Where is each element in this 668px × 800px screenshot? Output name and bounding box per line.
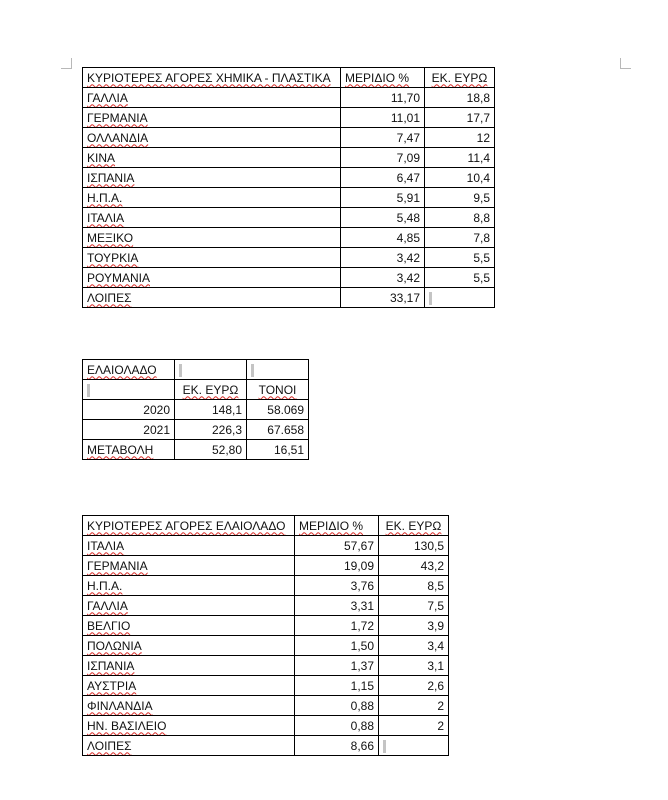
- value-cell[interactable]: 10,4: [425, 168, 495, 188]
- table-subheader-row: [83, 380, 309, 400]
- country-cell[interactable]: [83, 616, 295, 636]
- share-cell[interactable]: 7,09: [341, 148, 425, 168]
- chem-markets-table: [82, 67, 495, 308]
- country-name: Η.Π.Α.: [87, 578, 123, 593]
- country-cell[interactable]: [83, 656, 295, 676]
- share-cell[interactable]: 57,67: [295, 536, 379, 556]
- country-cell[interactable]: [83, 556, 295, 576]
- table-row: [83, 268, 495, 288]
- country-name: ΙΣΠΑΝΙΑ: [87, 658, 135, 673]
- country-cell[interactable]: [83, 188, 341, 208]
- country-name: ΦΙΝΛΑΝΔΙΑ: [87, 698, 153, 713]
- country-name: ΙΤΑΛΙΑ: [87, 210, 125, 225]
- country-name: ΙΤΑΛΙΑ: [87, 538, 125, 553]
- country-cell[interactable]: [83, 576, 295, 596]
- table-row: [83, 188, 495, 208]
- country-name: ΤΟΥΡΚΙΑ: [87, 250, 139, 265]
- table-row: [83, 636, 449, 656]
- share-cell[interactable]: 4,85: [341, 228, 425, 248]
- olive-oil-summary-table: [82, 359, 309, 460]
- change-value-cell[interactable]: 52,80: [175, 440, 247, 460]
- table-row: [83, 656, 449, 676]
- country-name: ΗΝ. ΒΑΣΙΛΕΙΟ: [87, 718, 167, 733]
- country-name: ΡΟΥΜΑΝΙΑ: [87, 270, 150, 285]
- table-row: [83, 168, 495, 188]
- share-cell[interactable]: 1,72: [295, 616, 379, 636]
- share-cell[interactable]: 1,15: [295, 676, 379, 696]
- share-cell[interactable]: 3,42: [341, 248, 425, 268]
- tons-cell[interactable]: 58.069: [247, 400, 309, 420]
- empty-cell-marker: [251, 364, 254, 377]
- country-name: ΒΕΛΓΙΟ: [87, 618, 131, 633]
- empty-cell[interactable]: [425, 288, 495, 308]
- oil-markets-share-header: ΜΕΡΙΔΙΟ %: [299, 518, 364, 533]
- country-cell[interactable]: [83, 108, 341, 128]
- table-row: [83, 616, 449, 636]
- country-cell[interactable]: [83, 536, 295, 556]
- share-cell[interactable]: 3,76: [295, 576, 379, 596]
- country-name: ΜΕΞΙΚΟ: [87, 230, 134, 245]
- table-header-row: [83, 68, 495, 88]
- value-cell[interactable]: 12: [425, 128, 495, 148]
- table-row: [83, 228, 495, 248]
- empty-cell[interactable]: [247, 360, 309, 380]
- country-cell[interactable]: [83, 88, 341, 108]
- page-corner-marker-right: [620, 58, 631, 69]
- table-row: [83, 108, 495, 128]
- oil-summary-value-header-cell[interactable]: [175, 380, 247, 400]
- page-corner-marker-left: [61, 58, 72, 69]
- share-cell[interactable]: 11,70: [341, 88, 425, 108]
- table-row-change: [83, 440, 309, 460]
- empty-cell-marker: [429, 292, 432, 305]
- value-cell[interactable]: 5,5: [425, 268, 495, 288]
- country-cell[interactable]: [83, 676, 295, 696]
- value-cell[interactable]: 17,7: [425, 108, 495, 128]
- table-row: [83, 208, 495, 228]
- table-row: [83, 736, 449, 756]
- change-label-cell[interactable]: [83, 440, 175, 460]
- share-cell[interactable]: 8,66: [295, 736, 379, 756]
- table-row: [83, 596, 449, 616]
- country-cell[interactable]: [83, 636, 295, 656]
- value-cell[interactable]: 8,5: [379, 576, 449, 596]
- table-row: [83, 420, 309, 440]
- country-cell[interactable]: [83, 736, 295, 756]
- oil-summary-title-cell[interactable]: [83, 360, 175, 380]
- country-cell[interactable]: [83, 596, 295, 616]
- change-label: ΜΕΤΑΒΟΛΗ: [87, 442, 154, 457]
- oil-markets-title-cell[interactable]: [83, 516, 295, 536]
- value-cell[interactable]: 11,4: [425, 148, 495, 168]
- chem-value-header: ΕΚ. ΕΥΡΩ: [431, 70, 488, 85]
- oil-markets-value-header-cell[interactable]: [379, 516, 449, 536]
- oil-markets-value-header: ΕΚ. ΕΥΡΩ: [385, 518, 442, 533]
- table-row: [83, 148, 495, 168]
- table-header-row: [83, 360, 309, 380]
- oil-summary-title: ΕΛΑΙΟΛΑΔΟ: [87, 362, 157, 377]
- share-cell[interactable]: 5,48: [341, 208, 425, 228]
- country-name: ΛΟΙΠΕΣ: [87, 738, 132, 753]
- chem-value-header-cell[interactable]: [425, 68, 495, 88]
- country-cell[interactable]: [83, 288, 341, 308]
- share-cell[interactable]: 0,88: [295, 716, 379, 736]
- country-name: ΑΥΣΤΡΙΑ: [87, 678, 137, 693]
- table-row: [83, 576, 449, 596]
- share-cell[interactable]: 1,37: [295, 656, 379, 676]
- country-cell[interactable]: [83, 248, 341, 268]
- share-cell[interactable]: 11,01: [341, 108, 425, 128]
- share-cell[interactable]: 0,88: [295, 696, 379, 716]
- value-cell[interactable]: 43,2: [379, 556, 449, 576]
- country-cell[interactable]: [83, 148, 341, 168]
- year-cell[interactable]: 2020: [83, 400, 175, 420]
- empty-cell[interactable]: [83, 380, 175, 400]
- value-cell[interactable]: 8,8: [425, 208, 495, 228]
- tons-cell[interactable]: 67.658: [247, 420, 309, 440]
- table-row: [83, 696, 449, 716]
- country-cell[interactable]: [83, 128, 341, 148]
- share-cell[interactable]: 3,31: [295, 596, 379, 616]
- empty-cell-marker: [179, 364, 182, 377]
- oil-summary-value-header: ΕΚ. ΕΥΡΩ: [182, 382, 239, 397]
- table-row: [83, 248, 495, 268]
- value-cell[interactable]: 3,9: [379, 616, 449, 636]
- chem-share-header: ΜΕΡΙΔΙΟ %: [345, 70, 410, 85]
- chem-title-cell[interactable]: [83, 68, 341, 88]
- oil-summary-tons-header: ΤΟΝΟΙ: [258, 382, 297, 397]
- table-row: [83, 288, 495, 308]
- share-cell[interactable]: 19,09: [295, 556, 379, 576]
- olive-oil-summary-body: [83, 360, 309, 460]
- value-cell[interactable]: 7,5: [379, 596, 449, 616]
- olive-oil-markets-table: [82, 515, 449, 756]
- table-row: [83, 88, 495, 108]
- country-cell[interactable]: [83, 696, 295, 716]
- table-row: [83, 716, 449, 736]
- olive-oil-markets-body: [83, 516, 449, 756]
- oil-markets-title: ΚΥΡΙΟΤΕΡΕΣ ΑΓΟΡΕΣ ΕΛΑΙΟΛΑΔΟ: [87, 518, 286, 533]
- table-row: [83, 400, 309, 420]
- value-cell[interactable]: 3,1: [379, 656, 449, 676]
- table-row: [83, 128, 495, 148]
- value-cell[interactable]: 7,8: [425, 228, 495, 248]
- empty-cell[interactable]: [379, 736, 449, 756]
- country-name: ΟΛΛΑΝΔΙΑ: [87, 130, 149, 145]
- chem-share-header-cell[interactable]: [341, 68, 425, 88]
- country-name: ΙΣΠΑΝΙΑ: [87, 170, 135, 185]
- country-cell[interactable]: [83, 228, 341, 248]
- country-name: ΓΑΛΛΙΑ: [87, 90, 128, 105]
- table-row: [83, 536, 449, 556]
- country-name: ΓΑΛΛΙΑ: [87, 598, 128, 613]
- table-row: [83, 556, 449, 576]
- year-cell[interactable]: 2021: [83, 420, 175, 440]
- share-cell[interactable]: 7,47: [341, 128, 425, 148]
- chem-markets-body: [83, 68, 495, 308]
- country-cell[interactable]: [83, 208, 341, 228]
- value-cell[interactable]: 2,6: [379, 676, 449, 696]
- value-cell[interactable]: 2: [379, 696, 449, 716]
- value-cell[interactable]: 5,5: [425, 248, 495, 268]
- share-cell[interactable]: 6,47: [341, 168, 425, 188]
- share-cell[interactable]: 1,50: [295, 636, 379, 656]
- country-cell[interactable]: [83, 268, 341, 288]
- share-cell[interactable]: 5,91: [341, 188, 425, 208]
- country-name: ΠΟΛΩΝΙΑ: [87, 638, 142, 653]
- value-cell[interactable]: 3,4: [379, 636, 449, 656]
- empty-cell-marker: [383, 740, 386, 753]
- value-cell[interactable]: 226,3: [175, 420, 247, 440]
- country-name: ΛΟΙΠΕΣ: [87, 290, 132, 305]
- chem-title: ΚΥΡΙΟΤΕΡΕΣ ΑΓΟΡΕΣ ΧΗΜΙΚΑ - ΠΛΑΣΤΙΚΑ: [87, 70, 331, 85]
- value-cell[interactable]: 2: [379, 716, 449, 736]
- oil-summary-tons-header-cell[interactable]: [247, 380, 309, 400]
- empty-cell[interactable]: [175, 360, 247, 380]
- country-cell[interactable]: [83, 168, 341, 188]
- value-cell[interactable]: 9,5: [425, 188, 495, 208]
- empty-cell-marker: [87, 384, 90, 397]
- table-row: [83, 676, 449, 696]
- country-name: ΓΕΡΜΑΝΙΑ: [87, 558, 148, 573]
- share-cell[interactable]: 33,17: [341, 288, 425, 308]
- country-name: ΚΙΝΑ: [87, 150, 116, 165]
- country-name: Η.Π.Α.: [87, 190, 123, 205]
- value-cell[interactable]: 18,8: [425, 88, 495, 108]
- change-tons-cell[interactable]: 16,51: [247, 440, 309, 460]
- country-name: ΓΕΡΜΑΝΙΑ: [87, 110, 148, 125]
- value-cell[interactable]: 148,1: [175, 400, 247, 420]
- table-header-row: [83, 516, 449, 536]
- oil-markets-share-header-cell[interactable]: [295, 516, 379, 536]
- country-cell[interactable]: [83, 716, 295, 736]
- value-cell[interactable]: 130,5: [379, 536, 449, 556]
- share-cell[interactable]: 3,42: [341, 268, 425, 288]
